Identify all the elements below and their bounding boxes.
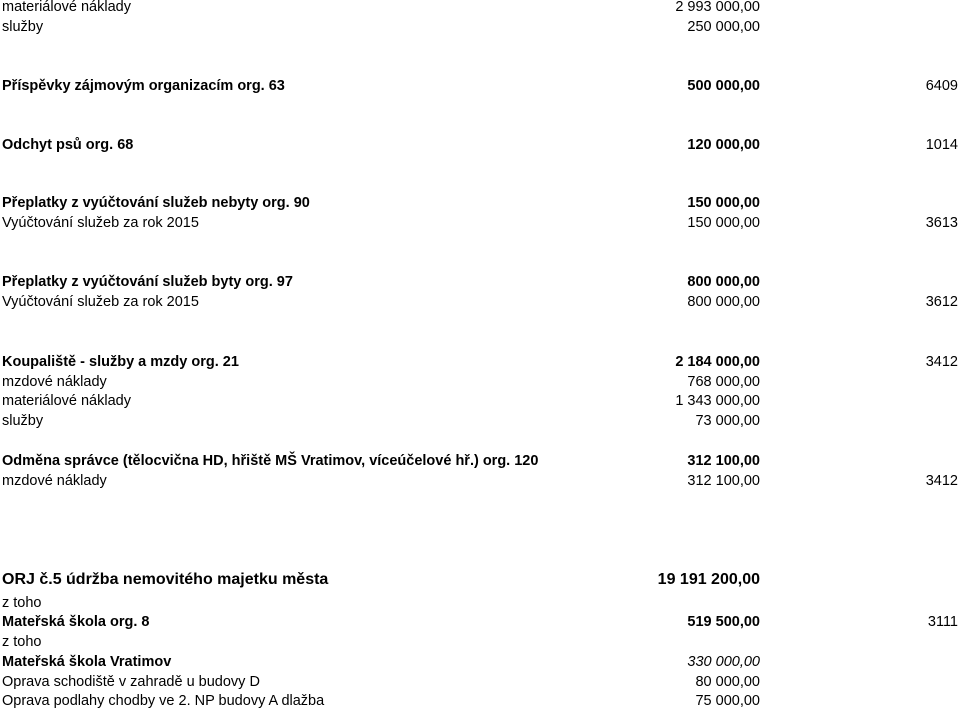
budget-row xyxy=(0,292,960,312)
row-amount: 312 100,00 xyxy=(687,473,760,489)
budget-row xyxy=(0,691,960,711)
row-label: Odměna správce (tělocvična HD, hřiště MŠ Vratimov, víceúčelové hř.) org. 120 xyxy=(2,453,539,469)
budget-row xyxy=(0,593,960,613)
row-label: Mateřská škola Vratimov xyxy=(2,654,172,670)
budget-row xyxy=(0,672,960,692)
row-amount: 73 000,00 xyxy=(695,413,760,429)
row-code: 6409 xyxy=(925,78,958,94)
budget-row xyxy=(0,272,960,292)
row-code: 3612 xyxy=(925,294,958,310)
budget-row xyxy=(0,193,960,213)
row-code: 1014 xyxy=(925,137,958,153)
budget-row xyxy=(0,135,960,155)
row-label: Vyúčtování služeb za rok 2015 xyxy=(2,215,199,231)
budget-row xyxy=(0,632,960,652)
row-amount: 800 000,00 xyxy=(687,294,760,310)
row-code: 3111 xyxy=(927,614,958,630)
row-label: materiálové náklady xyxy=(2,393,131,409)
row-label: Oprava podlahy chodby ve 2. NP budovy A dlažba xyxy=(2,693,325,709)
row-amount: 120 000,00 xyxy=(687,137,760,153)
row-label: z toho xyxy=(2,634,42,650)
row-amount: 19 191 200,00 xyxy=(657,571,760,588)
row-amount: 150 000,00 xyxy=(687,195,760,211)
budget-row xyxy=(0,213,960,233)
row-label: Odchyt psů org. 68 xyxy=(2,137,134,153)
row-label: Mateřská škola org. 8 xyxy=(2,614,150,630)
row-label: Koupaliště - služby a mzdy org. 21 xyxy=(2,354,239,370)
budget-row xyxy=(0,352,960,372)
budget-row xyxy=(0,471,960,491)
budget-row xyxy=(0,76,960,96)
row-amount: 330 000,00 xyxy=(687,654,760,670)
row-label: Oprava schodiště v zahradě u budovy D xyxy=(2,674,260,690)
budget-row xyxy=(0,411,960,431)
row-label: Příspěvky zájmovým organizacím org. 63 xyxy=(2,78,285,94)
row-label: z toho xyxy=(2,595,42,611)
row-amount: 250 000,00 xyxy=(687,19,760,35)
row-label: Přeplatky z vyúčtování služeb byty org. 97 xyxy=(2,274,293,290)
budget-row xyxy=(0,612,960,632)
row-amount: 2 993 000,00 xyxy=(675,0,760,15)
budget-row xyxy=(0,391,960,411)
row-amount: 500 000,00 xyxy=(687,78,760,94)
row-amount: 519 500,00 xyxy=(687,614,760,630)
row-code: 3613 xyxy=(925,215,958,231)
row-amount: 800 000,00 xyxy=(687,274,760,290)
row-label: ORJ č.5 údržba nemovitého majetku města xyxy=(2,571,329,588)
budget-row xyxy=(0,372,960,392)
budget-row xyxy=(0,569,960,591)
row-amount: 80 000,00 xyxy=(695,674,760,690)
row-amount: 1 343 000,00 xyxy=(675,393,760,409)
row-amount: 2 184 000,00 xyxy=(675,354,760,370)
row-label: materiálové náklady xyxy=(2,0,131,15)
row-amount: 312 100,00 xyxy=(687,453,760,469)
row-label: služby xyxy=(2,19,44,35)
row-label: mzdové náklady xyxy=(2,374,107,390)
row-label: Přeplatky z vyúčtování služeb nebyty org. 90 xyxy=(2,195,310,211)
row-code: 3412 xyxy=(925,473,958,489)
row-label: Vyúčtování služeb za rok 2015 xyxy=(2,294,199,310)
row-label: služby xyxy=(2,413,44,429)
row-amount: 150 000,00 xyxy=(687,215,760,231)
row-amount: 75 000,00 xyxy=(695,693,760,709)
budget-row xyxy=(0,17,960,37)
budget-row xyxy=(0,0,960,17)
row-code: 3412 xyxy=(925,354,958,370)
budget-row xyxy=(0,652,960,672)
row-amount: 768 000,00 xyxy=(687,374,760,390)
budget-row xyxy=(0,451,960,471)
row-label: mzdové náklady xyxy=(2,473,107,489)
